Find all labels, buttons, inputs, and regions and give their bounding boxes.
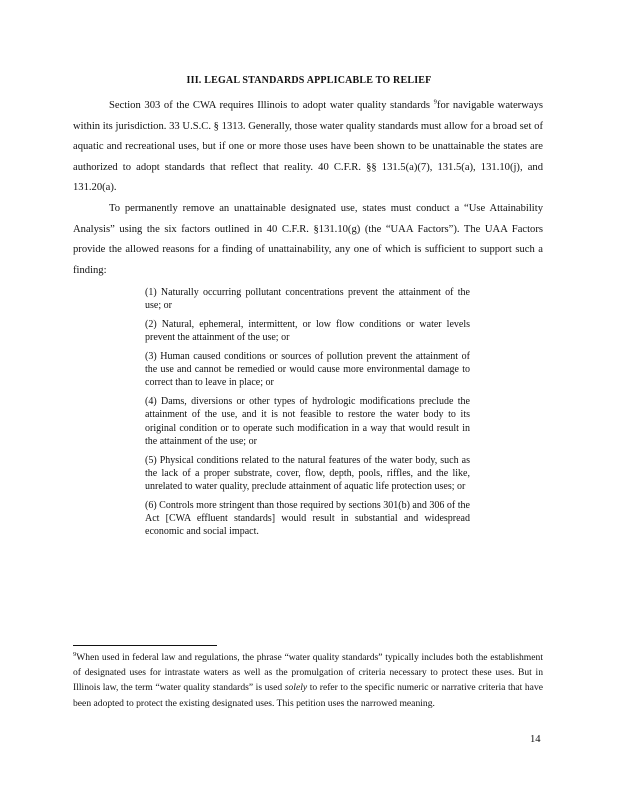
section-heading: III. LEGAL STANDARDS APPLICABLE TO RELIEF [186, 75, 432, 86]
paragraph-uaa-factors: To permanently remove an unattainable designated use, states must conduct a “Use Attainability Analysis” using the six factors outlined in 40 C.F.R. §131.10(g) (the “UAA Factors”). The UAA Factors provide the allowed reasons for a finding of unattainability, any one of which is sufficient to support such a finding: [73, 203, 543, 276]
footnote-text: When used in federal law and regulations, the phrase “water quality standards” typically includes both the establishment of designated uses for intrastate waters as well as the promulgation of criteria necessary to protect these uses. But in Illinois law, the term “water quality standards” is used [73, 652, 543, 694]
footnote [73, 650, 543, 711]
factor-item: (1) Naturally occurring pollutant concentrations prevent the attainment of the use; or [145, 287, 470, 312]
factor-item: (5) Physical conditions related to the natural features of the water body, such as the lack of a proper substrate, cover, flow, depth, pools, riffles, and the like, unrelated to water quality, preclude attainment of aquatic life protection uses; or [145, 454, 470, 493]
paragraph-text: Section 303 of the CWA requires Illinois to adopt water quality standards [109, 100, 431, 111]
footnote-number: 9 [73, 650, 77, 658]
paragraph-text: for navigable waterways within its jurisdiction. 33 U.S.C. § 1313. Generally, those water quality standards must allow for a broad set of aquatic and recreational uses, but if one or more those uses have been shown to be unattainable the states are authorized to adopt standards that reflect that reality. 40 C.F.R. §§ 131.5(a)(7), 131.5(a), 131.10(j), and 131.20(a). [73, 100, 543, 194]
footnote-emphasis: solely [284, 682, 308, 694]
footnote-divider [73, 645, 217, 646]
factor-item: (3) Human caused conditions or sources of pollution prevent the attainment of the use and cannot be remedied or would cause more environmental damage to correct than to leave in place; or [145, 351, 470, 389]
page-number: 14 [530, 734, 541, 745]
paragraph-section-303 [73, 96, 543, 199]
factor-item: (6) Controls more stringent than those required by sections 301(b) and 306 of the Act [CWA effluent standards] would result in substantial and widespread economic and social impact. [145, 499, 470, 538]
factor-item: (4) Dams, diversions or other types of hydrologic modifications preclude the attainment of the use, and it is not feasible to restore the water body to its original condition or to operate such modification in a way that would result in the attainment of the use; or [145, 396, 470, 447]
block-quote-uaa-factors [145, 286, 470, 544]
footnote-text: to refer to the specific numeric or narrative criteria that have been adopted to protect the existing designated uses. This petition uses the narrowed meaning. [73, 682, 543, 709]
factor-item: (2) Natural, ephemeral, intermittent, or low flow conditions or water levels prevent the attainment of the use; or [145, 319, 470, 344]
footnote-reference: 9 [433, 98, 437, 106]
